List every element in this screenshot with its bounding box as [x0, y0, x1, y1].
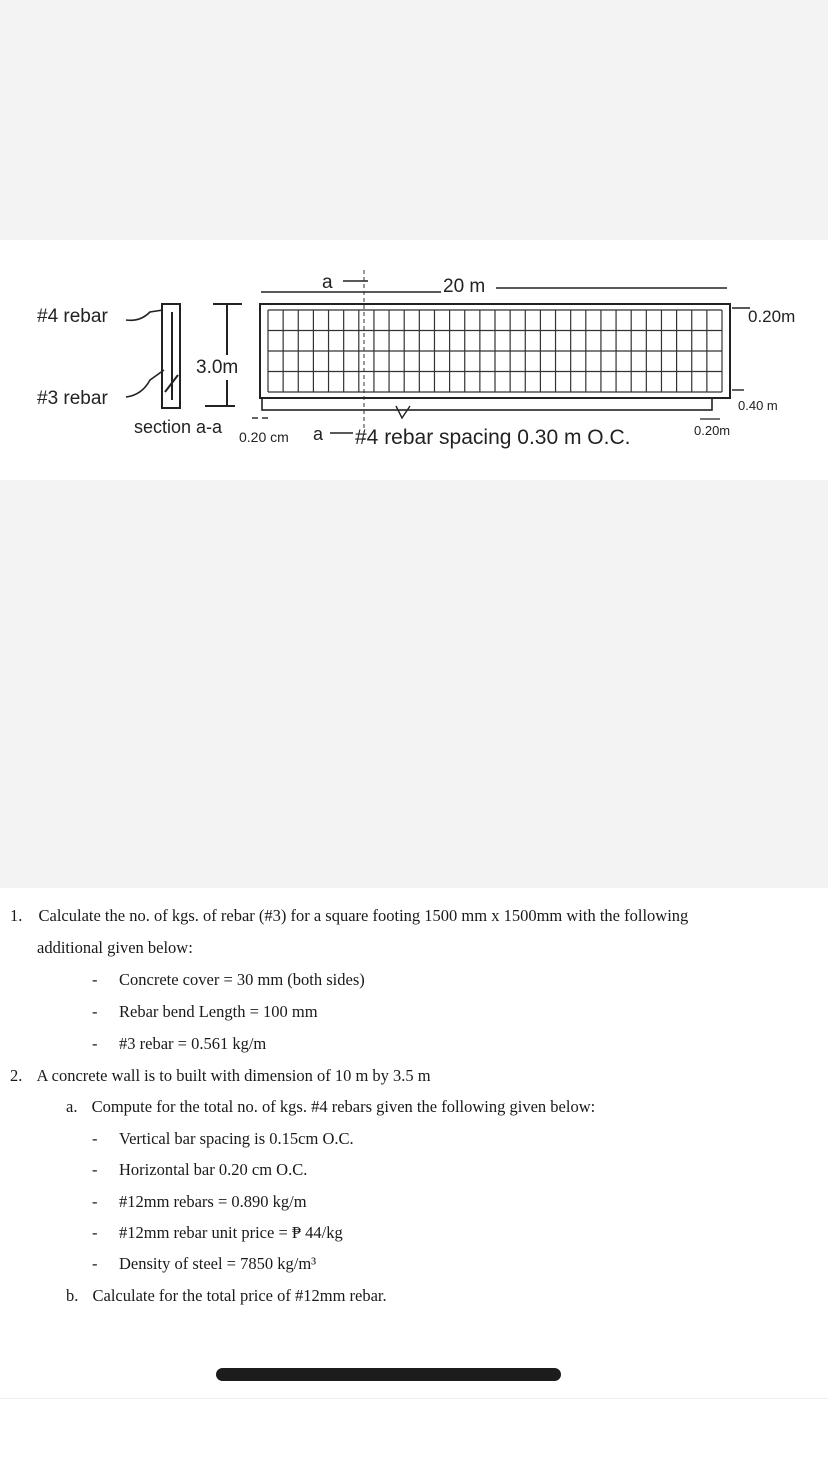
bullet-dash: -	[92, 1002, 98, 1021]
wall-elevation	[260, 270, 730, 440]
home-indicator-bar[interactable]	[216, 1368, 561, 1381]
label-4-rebar: #4 rebar	[37, 306, 108, 327]
problem-2-line	[10, 1066, 431, 1086]
p1-bullet-1: Concrete cover = 30 mm (both sides)	[119, 970, 365, 989]
footing-height-label: 0.40 m	[738, 398, 778, 413]
label-3-rebar: #3 rebar	[37, 388, 108, 409]
problem-2-number: 2.	[10, 1066, 23, 1085]
p2-bullet-4: #12mm rebar unit price = ₱ 44/kg	[119, 1223, 343, 1242]
bottom-blank-area	[0, 1398, 828, 1473]
footing-width-label: 0.20m	[694, 423, 731, 438]
cut-a-bottom-label: a	[313, 424, 324, 444]
p2-bullet-5: Density of steel = 7850 kg/m³	[119, 1254, 317, 1273]
bullet-dash: -	[92, 1129, 98, 1148]
p2-bullet-2: Horizontal bar 0.20 cm O.C.	[119, 1160, 308, 1179]
problem-2a-line	[66, 1097, 595, 1117]
problem-1-text-1: Calculate the no. of kgs. of rebar (#3) for a square footing 1500 mm x 1500mm with the following	[38, 906, 689, 925]
p2-bullet-3: #12mm rebars = 0.890 kg/m	[119, 1192, 307, 1211]
height-dimension	[205, 304, 242, 406]
footing-outline	[262, 398, 712, 410]
problem-2a-text: Compute for the total no. of kgs. #4 rebars given the following given below:	[91, 1097, 596, 1116]
bullet-dash: -	[92, 1223, 98, 1242]
problem-2a-label: a.	[66, 1097, 78, 1116]
cut-a-top-label: a	[322, 272, 333, 293]
problem-2b-label: b.	[66, 1286, 79, 1305]
rebar-grid	[268, 310, 722, 392]
problem-2b-line	[66, 1286, 387, 1306]
thickness-label: 0.20 cm	[239, 429, 289, 445]
top-blank-area	[0, 0, 828, 240]
bullet-dash: -	[92, 1192, 98, 1211]
problem-2-text: A concrete wall is to built with dimension of 10 m by 3.5 m	[36, 1066, 431, 1085]
bullet-dash: -	[92, 970, 98, 989]
problem-2b-text: Calculate for the total price of #12mm rebar.	[92, 1286, 387, 1305]
length-label: 20 m	[443, 276, 486, 297]
bullet-dash: -	[92, 1034, 98, 1053]
height-label: 3.0m	[196, 357, 239, 378]
p1-bullet-2: Rebar bend Length = 100 mm	[119, 1002, 318, 1021]
section-a-a	[162, 304, 180, 408]
section-caption: section a-a	[134, 417, 223, 437]
bullet-dash: -	[92, 1254, 98, 1273]
problem-1-number: 1.	[10, 906, 23, 925]
problem-1-line-1	[10, 906, 688, 926]
middle-blank-area	[0, 480, 828, 888]
bullet-dash: -	[92, 1160, 98, 1179]
p1-bullet-3: #3 rebar = 0.561 kg/m	[119, 1034, 267, 1053]
leader-4-rebar	[126, 310, 163, 320]
leader-3-rebar	[126, 370, 164, 397]
wall-rebar-diagram	[0, 240, 828, 480]
problem-1-text-2: additional given below:	[37, 938, 193, 957]
top-dim-label: 0.20m	[748, 307, 796, 326]
spacing-leader	[396, 406, 410, 418]
spacing-note: #4 rebar spacing 0.30 m O.C.	[355, 426, 631, 449]
p2-bullet-1: Vertical bar spacing is 0.15cm O.C.	[119, 1129, 354, 1148]
